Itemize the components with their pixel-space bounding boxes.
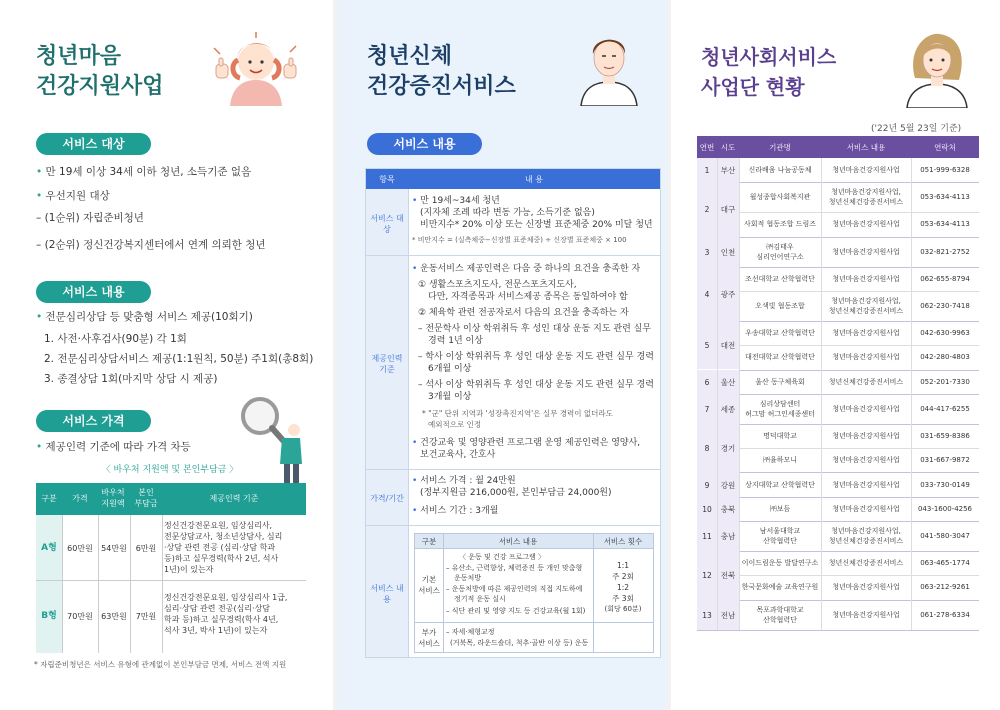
agency-service: 청년마음건강지원사업: [832, 456, 900, 465]
agency-org: 심리언어연구소: [756, 252, 804, 261]
target-line: * 비만지수 = (실측체중−신장별 표준체중) ÷ 신장별 표준체중 × 100: [412, 236, 627, 244]
agency-tel: 053-634-4113: [920, 193, 970, 202]
table-row-staff: 정신건강전문요원, 임상심리사, 전문상담교사, 청소년상담사, 심리 ·상담 관련 전공 (심리·상담 학과 등)하고 실무경력(학사 2년, 석사 1년)이 있는자: [164, 521, 283, 574]
agency-tel: 063-212-9261: [920, 583, 970, 592]
basic-service-label: 기본 서비스: [418, 575, 440, 595]
price-line: • 서비스 기간 : 3개월: [412, 506, 499, 516]
agency-no: 5: [704, 341, 710, 351]
agency-region: 전남: [720, 610, 736, 620]
agency-row-divider: [739, 345, 979, 346]
basic-line: 〈 운동 및 건강 프로그램 〉: [459, 553, 545, 561]
agency-service: 청년신체건강증진서비스: [828, 198, 904, 207]
agency-service: 청년마음건강지원사업: [832, 431, 900, 440]
agency-region: 전북: [720, 571, 736, 581]
agency-org: 대전대학교 산학협력단: [745, 353, 815, 362]
agency-row-divider: [739, 575, 979, 576]
basic-line: – 식단 관리 및 영양 지도 등 건강교육(월 1회): [446, 607, 586, 615]
agency-tel: 031-659-8386: [920, 431, 970, 440]
agency-no: 8: [704, 444, 710, 454]
table-header: 본인 부담금: [134, 488, 158, 508]
agency-header: 연번: [699, 143, 715, 152]
date-note: ('22년 5월 23일 기준): [871, 124, 962, 134]
staff-line: 다만, 자격종목과 서비스제공 종목은 동일하여야 함: [428, 292, 628, 302]
agency-col-divider: [911, 158, 912, 630]
agency-region: 인천: [720, 247, 736, 257]
target-item: • 만 19세 이상 34세 이하 청년, 소득기준 없음: [36, 166, 252, 178]
agency-row-divider: [739, 291, 979, 292]
agency-service: 청년마음건강지원사업: [832, 247, 900, 256]
woman-thumbs-up-illustration: [210, 28, 302, 106]
panel-mental-health: [0, 0, 333, 710]
staff-line: – 전문학사 이상 학위취득 후 성인 대상 운동 지도 관련 실무: [418, 324, 652, 334]
agency-org: 한국문화예술 교육연구원: [741, 583, 819, 592]
agency-tel: 043-1600-4256: [917, 504, 973, 513]
inner-header: 서비스 내용: [498, 537, 538, 546]
agency-service: 청년마음건강지원사업: [832, 353, 900, 362]
agency-tel: 062-230-7418: [920, 301, 970, 310]
staff-line: ② 체육학 관련 전공자로서 다음의 요건을 충족하는 자: [418, 308, 629, 318]
price-line: (정부지원금 216,000원, 본인부담금 24,000원): [420, 488, 612, 498]
agency-group-divider: [697, 630, 979, 631]
agency-no: 12: [702, 571, 712, 581]
agency-region: 경기: [720, 444, 736, 454]
staff-line: – 석사 이상 학위취득 후 성인 대상 운동 지도 관련 실무 경력: [418, 380, 654, 390]
young-woman-illustration: [897, 28, 977, 108]
table-header: 제공인력 기준: [209, 494, 259, 503]
agency-region: 대전: [720, 341, 736, 351]
agency-region: 충남: [720, 532, 736, 541]
agency-no: 13: [702, 610, 712, 620]
physical-service-table: [365, 168, 661, 658]
agency-org: 산학협력단: [763, 537, 797, 545]
agency-tel: 044-417-6255: [920, 404, 970, 413]
table-row-voucher: 54만원: [101, 544, 127, 553]
table-row-copay: 6만원: [135, 544, 157, 553]
agency-service: 청년마음건강지원사업: [832, 220, 900, 229]
target-item: – (1순위) 자립준비청년: [36, 212, 144, 224]
agency-service: 청년마음건강지원사업: [832, 504, 900, 513]
agency-tel: 031-667-9872: [920, 456, 970, 465]
agency-tel: 042-630-9963: [920, 329, 970, 338]
agency-header: 기관명: [769, 143, 791, 152]
table-row-voucher: 63만원: [101, 612, 127, 621]
agency-service: 청년마음건강지원사업: [832, 583, 900, 592]
staff-line: 경력 1년 이상: [428, 336, 483, 346]
freq-line: (회당 60분): [604, 605, 642, 613]
footnote: * 자립준비청년은 서비스 유형에 관계없이 본인부담금 면제, 서비스 전액 지원: [34, 660, 287, 669]
inner-header: 서비스 횟수: [603, 537, 643, 546]
panel-agency-status: [671, 0, 1000, 710]
agency-service: 청년마음건강지원사업: [832, 610, 900, 619]
agency-org: 산학협력단: [763, 615, 797, 624]
agency-region: 세종: [720, 404, 736, 414]
agency-service: 청년신체건강증진서비스: [828, 537, 904, 545]
agency-tel: 061-278-6334: [920, 610, 970, 619]
agency-tel: 042-280-4803: [920, 353, 970, 362]
agency-org: 울산 동구체육회: [755, 377, 805, 386]
agency-service: 청년마음건강지원사업: [832, 404, 900, 413]
service-detail-table: [414, 533, 654, 653]
agency-header: 연락처: [934, 143, 956, 152]
agency-tel: 063-465-1774: [920, 559, 970, 568]
panel2-title: 청년신체 건강증진서비스: [367, 44, 516, 99]
agency-service: 청년마음건강지원사업,: [831, 188, 901, 197]
agency-region: 부산: [720, 166, 736, 176]
content-item: 3. 종결상담 1회(마지막 상담 시 제공): [44, 373, 218, 385]
agency-org: 명덕대학교: [763, 431, 797, 440]
agency-tel: 051-999-6328: [920, 166, 970, 175]
table-row-price: 70만원: [67, 612, 93, 621]
target-line: (지자체 조례 따라 변동 가능, 소득기준 없음): [420, 208, 595, 218]
agency-service: 청년마음건강지원사업: [832, 166, 900, 175]
extra-line: – 자세·체형교정: [446, 628, 495, 636]
price-line: • 서비스 가격 : 월 24만원: [412, 476, 516, 486]
agency-no: 10: [702, 504, 712, 514]
agency-table: [697, 136, 979, 658]
basic-line: – 유산소, 근력향상, 체력증진 등 개인 맞춤형: [446, 564, 583, 572]
inner-header: 구분: [421, 537, 437, 546]
agency-org: 조선대학교 산학협력단: [745, 274, 815, 283]
staff-line: • 운동서비스 제공인력은 다음 중 하나의 요건을 충족한 자: [412, 264, 641, 274]
staff-line: ① 생활스포츠지도사, 전문스포츠지도사,: [418, 280, 577, 290]
target-line: • 만 19세~34세 청년: [412, 196, 500, 206]
staff-line: 예외적으로 인정: [428, 420, 482, 429]
agency-org: 남서울대학교: [759, 527, 801, 535]
service-content-label: 서비스 내용: [367, 133, 482, 155]
price-table-caption: 〈 바우처 지원액 및 본인부담금 〉: [101, 465, 239, 475]
young-man-illustration: [573, 28, 645, 106]
table-row-staff: 정신건강전문요원, 임상심리사 1급, 심리·상담 관련 전공(심리·상담 학과 등)하고 실무경력(학사 4년, 석사 3년, 박사 1년)이 있는자: [164, 593, 288, 635]
panel1-title: 청년마음 건강지원사업: [36, 44, 164, 99]
agency-org: 월성종합사회복지관: [749, 193, 811, 202]
agency-tel: 052-201-7330: [920, 377, 970, 386]
agency-tel: 053-634-4113: [920, 220, 970, 229]
table-row-price: 60만원: [67, 544, 93, 553]
panel3-title: 청년사회서비스 사업단 현황: [701, 45, 837, 99]
agency-org: 신라배움 나눔공동체: [748, 166, 812, 175]
agency-org: 허그맘 허그인세종센터: [745, 409, 815, 418]
agency-org: ㈜김태우: [766, 242, 794, 251]
agency-org: 상지대학교 산학협력단: [745, 480, 815, 489]
basic-line: 정기적 운동 실시: [454, 595, 506, 603]
agency-no: 1: [704, 166, 710, 176]
table-header: 구분: [41, 494, 57, 503]
agency-org: 오색빛 협동조합: [755, 301, 805, 310]
agency-region: 충북: [720, 504, 736, 514]
agency-header: 시도: [720, 143, 736, 152]
agency-no: 6: [704, 377, 710, 387]
agency-tel: 062-655-8794: [920, 274, 970, 283]
agency-header: 서비스 내용: [846, 143, 886, 152]
col-header-content: 내 용: [525, 175, 543, 184]
agency-service: 청년마음건강지원사업,: [831, 296, 901, 305]
staff-line: • 건강교육 및 영양관련 프로그램 운영 제공인력은 영양사,: [412, 438, 641, 448]
service-content-label: 서비스 내용: [36, 281, 151, 303]
content-item: 1. 사전·사후검사(90분) 각 1회: [44, 333, 187, 345]
service-price-label: 서비스 가격: [36, 410, 151, 432]
agency-no: 2: [704, 205, 710, 215]
col-header-item: 항목: [379, 175, 395, 184]
agency-org: 목포과학대학교: [756, 605, 804, 614]
basic-line: – 운동처방에 따른 제공인력의 직접 지도하에: [446, 585, 583, 593]
price-table: [36, 483, 306, 653]
agency-no: 3: [704, 247, 710, 257]
agency-col-divider: [821, 158, 822, 630]
agency-row-divider: [739, 212, 979, 213]
agency-org: ㈜율하모니: [762, 456, 798, 465]
row-label-target: 서비스 대상: [370, 214, 404, 234]
agency-service: 청년마음건강지원사업: [832, 480, 900, 489]
staff-line: 보건교육사, 간호사: [420, 450, 496, 460]
staff-line: – 학사 이상 학위취득 후 성인 대상 운동 지도 관련 실무 경력: [418, 352, 654, 362]
agency-region: 강원: [720, 480, 736, 490]
agency-org: 이이드림운동 발달연구소: [741, 559, 819, 568]
agency-no: 11: [702, 532, 712, 541]
freq-line: 주 2회: [612, 572, 634, 581]
target-item: – (2순위) 정신건강복지센터에서 연계 의뢰한 청년: [36, 239, 266, 251]
price-note: • 제공인력 기준에 따라 가격 차등: [36, 441, 191, 453]
agency-region: 대구: [720, 205, 736, 215]
agency-tel: 033-730-0149: [920, 480, 970, 489]
staff-line: * "군" 단위 지역과 '성장촉진지역'은 실무 경력이 없더라도: [422, 409, 613, 418]
service-target-label: 서비스 대상: [36, 133, 151, 155]
content-item: 2. 전문심리상담서비스 제공(1:1원칙, 50분) 주1회(총8회): [44, 353, 314, 365]
row-label-price: 가격/기간: [370, 494, 404, 503]
target-item: • 우선지원 대상: [36, 190, 110, 202]
agency-service: 청년마음건강지원사업: [832, 274, 900, 283]
agency-service: 청년신체건강증진서비스: [828, 306, 904, 315]
agency-org: 사회적 협동조합 드림즈: [743, 220, 817, 229]
extra-service-label: 부가 서비스: [418, 628, 440, 648]
extra-line: (거북목, 라운드숄더, 척추·골반 이상 등) 운동: [450, 639, 589, 647]
freq-line: 1:1: [616, 561, 630, 570]
table-header: 가격: [72, 494, 88, 503]
agency-row-divider: [739, 448, 979, 449]
agency-no: 4: [704, 289, 710, 299]
agency-org: 우송대학교 산학협력단: [745, 329, 815, 338]
agency-col-divider: [739, 158, 740, 630]
agency-service: 청년신체건강증진서비스: [828, 559, 904, 568]
agency-tel: 032-821-2752: [920, 247, 970, 256]
staff-line: 3개월 이상: [428, 392, 472, 402]
agency-tel: 041-580-3047: [920, 532, 970, 540]
content-item: • 전문심리상담 등 맞춤형 서비스 제공(10회기): [36, 311, 253, 323]
table-row-type: B형: [41, 611, 57, 621]
agency-col-divider: [717, 158, 718, 630]
table-header: 바우처 지원액: [101, 488, 125, 508]
agency-region: 광주: [720, 289, 736, 299]
agency-region: 울산: [720, 377, 736, 387]
table-row-type: A형: [41, 543, 57, 553]
agency-service: 청년신체건강증진서비스: [828, 377, 904, 386]
target-line: 비만지수* 20% 이상 또는 신장별 표준체중 20% 미달 청년: [420, 220, 653, 230]
agency-service: 청년마음건강지원사업,: [831, 527, 901, 535]
agency-service: 청년마음건강지원사업: [832, 329, 900, 338]
freq-line: 주 3회: [612, 594, 634, 603]
staff-line: 6개월 이상: [428, 364, 472, 374]
agency-org: ㈜보듬: [769, 504, 791, 513]
row-label-service: 서비스 내용: [370, 584, 404, 604]
row-label-staff: 제공인력 기준: [371, 354, 403, 374]
panel-physical-health: [337, 0, 667, 710]
basic-line: 운동처방: [454, 574, 482, 582]
agency-no: 7: [704, 404, 710, 414]
agency-org: 심리상담센터: [759, 399, 801, 408]
table-row-copay: 7만원: [135, 612, 157, 621]
agency-no: 9: [704, 480, 710, 490]
freq-line: 1:2: [616, 583, 630, 592]
